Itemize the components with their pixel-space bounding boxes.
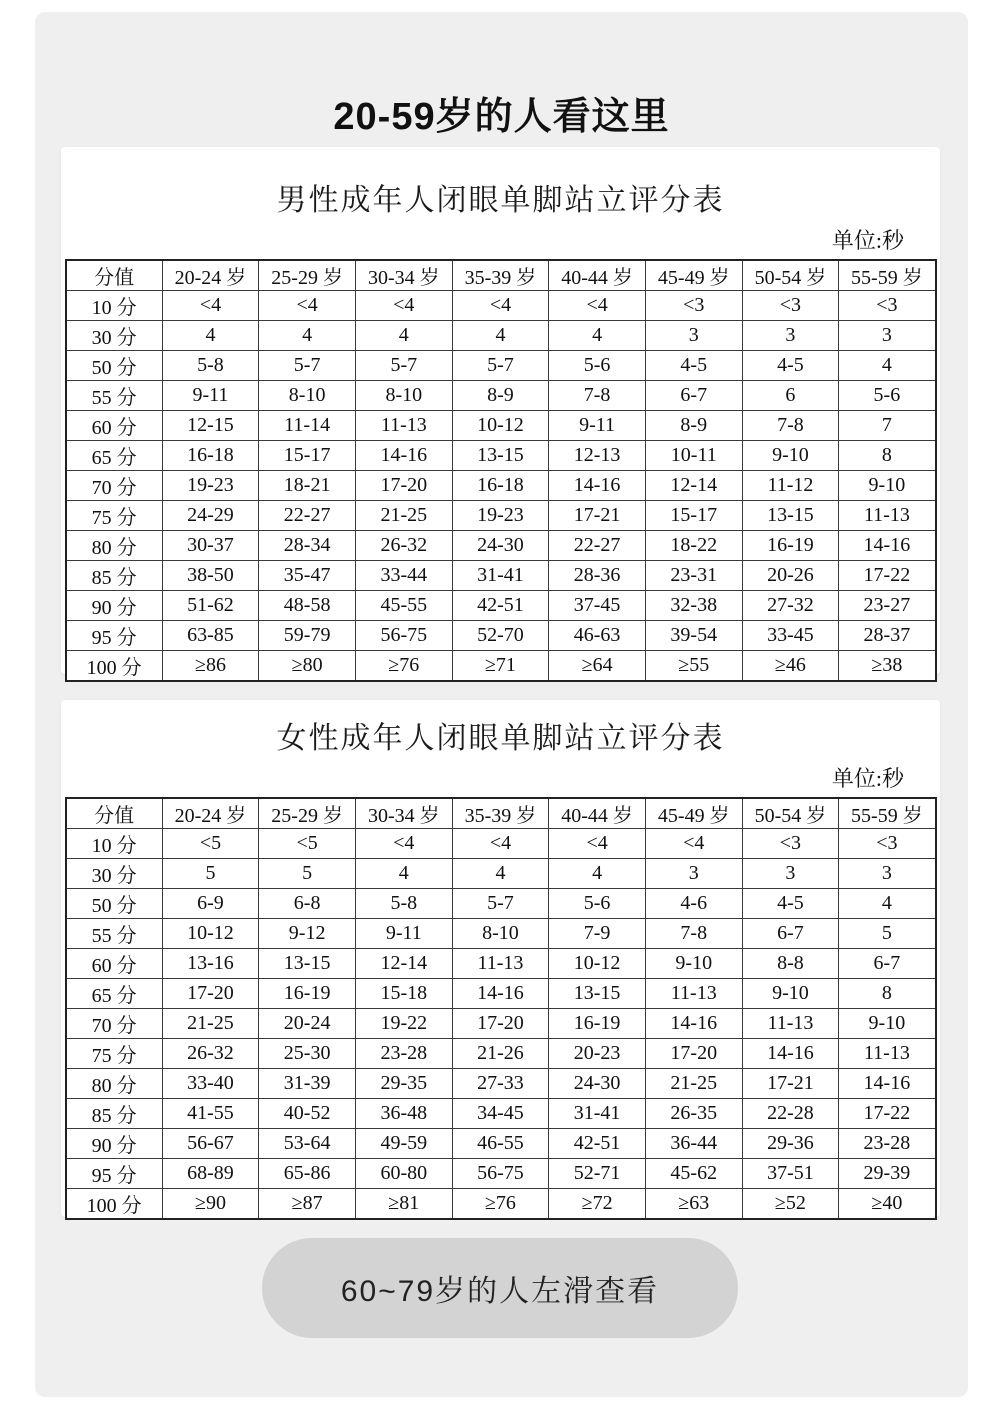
table-cell: 46-55 bbox=[452, 1129, 549, 1159]
table-cell: 13-16 bbox=[162, 949, 259, 979]
table-cell: 52-70 bbox=[452, 621, 549, 651]
table-cell: <4 bbox=[645, 829, 742, 859]
table-cell: 8-10 bbox=[355, 381, 452, 411]
table-cell: 17-20 bbox=[645, 1039, 742, 1069]
table-cell: 59-79 bbox=[259, 621, 356, 651]
table-row bbox=[66, 829, 936, 859]
table-cell: 7-8 bbox=[645, 919, 742, 949]
table-cell: 4 bbox=[355, 321, 452, 351]
table-cell: 37-45 bbox=[549, 591, 646, 621]
table-row bbox=[66, 471, 936, 501]
table-cell: <4 bbox=[355, 291, 452, 321]
table-row bbox=[66, 1009, 936, 1039]
table-cell: ≥63 bbox=[645, 1189, 742, 1220]
column-header: 45-49 岁 bbox=[645, 798, 742, 829]
table-cell: 4 bbox=[839, 351, 936, 381]
table-row bbox=[66, 1159, 936, 1189]
table-cell: 16-18 bbox=[162, 441, 259, 471]
table-cell: 5 bbox=[162, 859, 259, 889]
table-cell: 4 bbox=[355, 859, 452, 889]
table-cell: 18-21 bbox=[259, 471, 356, 501]
table-cell: 14-16 bbox=[452, 979, 549, 1009]
table-cell: 3 bbox=[742, 859, 839, 889]
table-cell: 3 bbox=[645, 859, 742, 889]
column-header: 55-59 岁 bbox=[839, 798, 936, 829]
table-cell: 8-9 bbox=[452, 381, 549, 411]
table-cell: 14-16 bbox=[549, 471, 646, 501]
row-label: 30 分 bbox=[66, 321, 163, 351]
table-cell: 29-35 bbox=[355, 1069, 452, 1099]
column-header: 40-44 岁 bbox=[549, 798, 646, 829]
table-cell: 56-67 bbox=[162, 1129, 259, 1159]
table-cell: <3 bbox=[742, 291, 839, 321]
table-cell: 22-27 bbox=[549, 531, 646, 561]
table-row bbox=[66, 979, 936, 1009]
table-cell: ≥38 bbox=[839, 651, 936, 682]
table-cell: 38-50 bbox=[162, 561, 259, 591]
table-cell: 15-17 bbox=[645, 501, 742, 531]
row-label: 30 分 bbox=[66, 859, 163, 889]
table-cell: <4 bbox=[549, 829, 646, 859]
table-cell: 31-41 bbox=[452, 561, 549, 591]
table-cell: 17-22 bbox=[839, 1099, 936, 1129]
background-panel bbox=[35, 12, 968, 1397]
row-label: 55 分 bbox=[66, 919, 163, 949]
table-cell: 3 bbox=[839, 321, 936, 351]
table-cell: 29-36 bbox=[742, 1129, 839, 1159]
table-cell: 4-5 bbox=[645, 351, 742, 381]
table-cell: 13-15 bbox=[452, 441, 549, 471]
column-header: 分值 bbox=[66, 260, 163, 291]
table-cell: 34-45 bbox=[452, 1099, 549, 1129]
table-cell: 10-12 bbox=[549, 949, 646, 979]
row-label: 80 分 bbox=[66, 1069, 163, 1099]
table-row bbox=[66, 321, 936, 351]
table-cell: 14-16 bbox=[742, 1039, 839, 1069]
table-cell: 9-11 bbox=[549, 411, 646, 441]
table-cell: 33-44 bbox=[355, 561, 452, 591]
table-cell: 6-7 bbox=[839, 949, 936, 979]
row-label: 65 分 bbox=[66, 441, 163, 471]
table-cell: 22-27 bbox=[259, 501, 356, 531]
table-cell: 11-13 bbox=[839, 1039, 936, 1069]
row-label: 10 分 bbox=[66, 829, 163, 859]
table-cell: 42-51 bbox=[549, 1129, 646, 1159]
table-cell: 5-7 bbox=[452, 889, 549, 919]
table-cell: 41-55 bbox=[162, 1099, 259, 1129]
table-cell: 5-7 bbox=[259, 351, 356, 381]
table-cell: 10-12 bbox=[452, 411, 549, 441]
table-cell: 11-12 bbox=[742, 471, 839, 501]
table-row bbox=[66, 919, 936, 949]
table-cell: 52-71 bbox=[549, 1159, 646, 1189]
table-cell: 24-30 bbox=[549, 1069, 646, 1099]
female-unit-label: 单位:秒 bbox=[831, 766, 904, 791]
table-cell: 25-30 bbox=[259, 1039, 356, 1069]
column-header: 55-59 岁 bbox=[839, 260, 936, 291]
table-row bbox=[66, 411, 936, 441]
table-cell: 19-23 bbox=[452, 501, 549, 531]
table-cell: 17-20 bbox=[162, 979, 259, 1009]
column-header: 50-54 岁 bbox=[742, 798, 839, 829]
table-cell: ≥80 bbox=[259, 651, 356, 682]
table-row bbox=[66, 591, 936, 621]
table-cell: <4 bbox=[549, 291, 646, 321]
table-cell: 7-8 bbox=[742, 411, 839, 441]
table-cell: 36-44 bbox=[645, 1129, 742, 1159]
table-cell: 21-25 bbox=[162, 1009, 259, 1039]
table-cell: 6-8 bbox=[259, 889, 356, 919]
table-cell: 5-8 bbox=[162, 351, 259, 381]
table-cell: <4 bbox=[452, 291, 549, 321]
row-label: 50 分 bbox=[66, 889, 163, 919]
column-header: 分值 bbox=[66, 798, 163, 829]
column-header: 30-34 岁 bbox=[355, 798, 452, 829]
male-unit-label: 单位:秒 bbox=[831, 228, 904, 253]
table-cell: 4 bbox=[839, 889, 936, 919]
table-cell: ≥52 bbox=[742, 1189, 839, 1220]
table-cell: 27-32 bbox=[742, 591, 839, 621]
table-cell: 11-13 bbox=[839, 501, 936, 531]
table-cell: 14-16 bbox=[355, 441, 452, 471]
table-cell: 21-26 bbox=[452, 1039, 549, 1069]
table-cell: 8-8 bbox=[742, 949, 839, 979]
table-row bbox=[66, 621, 936, 651]
table-cell: 23-31 bbox=[645, 561, 742, 591]
table-cell: 16-19 bbox=[549, 1009, 646, 1039]
table-cell: <4 bbox=[452, 829, 549, 859]
page-title: 20-59岁的人看这里 bbox=[333, 96, 670, 138]
table-cell: 35-47 bbox=[259, 561, 356, 591]
table-cell: 22-28 bbox=[742, 1099, 839, 1129]
table-cell: 17-21 bbox=[742, 1069, 839, 1099]
table-cell: 11-14 bbox=[259, 411, 356, 441]
table-cell: <4 bbox=[162, 291, 259, 321]
table-cell: 48-58 bbox=[259, 591, 356, 621]
table-cell: 5 bbox=[259, 859, 356, 889]
table-cell: 53-64 bbox=[259, 1129, 356, 1159]
table-row bbox=[66, 291, 936, 321]
table-cell: 26-35 bbox=[645, 1099, 742, 1129]
table-cell: 49-59 bbox=[355, 1129, 452, 1159]
table-cell: 5-6 bbox=[549, 351, 646, 381]
table-cell: 11-13 bbox=[742, 1009, 839, 1039]
table-row bbox=[66, 1069, 936, 1099]
table-cell: ≥55 bbox=[645, 651, 742, 682]
table-cell: 9-10 bbox=[839, 1009, 936, 1039]
table-cell: 10-11 bbox=[645, 441, 742, 471]
table-cell: 19-23 bbox=[162, 471, 259, 501]
table-cell: 6-9 bbox=[162, 889, 259, 919]
table-cell: 15-17 bbox=[259, 441, 356, 471]
table-cell: ≥86 bbox=[162, 651, 259, 682]
header-row bbox=[66, 260, 936, 291]
table-cell: 23-27 bbox=[839, 591, 936, 621]
table-cell: 21-25 bbox=[645, 1069, 742, 1099]
table-cell: 8-9 bbox=[645, 411, 742, 441]
table-cell: 12-14 bbox=[645, 471, 742, 501]
row-label: 70 分 bbox=[66, 471, 163, 501]
table-cell: 12-15 bbox=[162, 411, 259, 441]
row-label: 95 分 bbox=[66, 621, 163, 651]
table-cell: 45-55 bbox=[355, 591, 452, 621]
table-cell: <3 bbox=[742, 829, 839, 859]
column-header: 30-34 岁 bbox=[355, 260, 452, 291]
table-cell: 45-62 bbox=[645, 1159, 742, 1189]
table-cell: ≥81 bbox=[355, 1189, 452, 1220]
table-row bbox=[66, 1039, 936, 1069]
table-cell: 5-7 bbox=[452, 351, 549, 381]
table-cell: 8-10 bbox=[452, 919, 549, 949]
table-cell: ≥76 bbox=[452, 1189, 549, 1220]
table-cell: <5 bbox=[162, 829, 259, 859]
table-cell: 4 bbox=[549, 859, 646, 889]
table-cell: 40-52 bbox=[259, 1099, 356, 1129]
table-cell: 4 bbox=[452, 859, 549, 889]
table-row bbox=[66, 531, 936, 561]
table-cell: 14-16 bbox=[839, 1069, 936, 1099]
table-cell: 23-28 bbox=[839, 1129, 936, 1159]
row-label: 100 分 bbox=[66, 651, 163, 682]
table-cell: 7-8 bbox=[549, 381, 646, 411]
male-table-title: 男性成年人闭眼单脚站立评分表 bbox=[276, 184, 725, 217]
table-row bbox=[66, 441, 936, 471]
table-cell: 13-15 bbox=[742, 501, 839, 531]
table-row bbox=[66, 561, 936, 591]
column-header: 45-49 岁 bbox=[645, 260, 742, 291]
table-cell: 4-5 bbox=[742, 351, 839, 381]
swipe-hint-pill: 60~79岁的人左滑查看 bbox=[262, 1238, 738, 1338]
table-cell: 9-10 bbox=[742, 441, 839, 471]
row-label: 70 分 bbox=[66, 1009, 163, 1039]
row-label: 10 分 bbox=[66, 291, 163, 321]
column-header: 35-39 岁 bbox=[452, 798, 549, 829]
table-cell: 12-13 bbox=[549, 441, 646, 471]
row-label: 75 分 bbox=[66, 501, 163, 531]
table-cell: <4 bbox=[259, 291, 356, 321]
male-score-card bbox=[61, 147, 940, 679]
table-cell: 20-26 bbox=[742, 561, 839, 591]
table-cell: 16-19 bbox=[259, 979, 356, 1009]
table-cell: 3 bbox=[839, 859, 936, 889]
table-cell: 16-18 bbox=[452, 471, 549, 501]
row-label: 100 分 bbox=[66, 1189, 163, 1220]
table-cell: 8 bbox=[839, 441, 936, 471]
table-cell: 30-37 bbox=[162, 531, 259, 561]
column-header: 20-24 岁 bbox=[162, 260, 259, 291]
table-cell: 11-13 bbox=[355, 411, 452, 441]
row-label: 80 分 bbox=[66, 531, 163, 561]
table-cell: <3 bbox=[839, 829, 936, 859]
row-label: 60 分 bbox=[66, 949, 163, 979]
table-cell: <5 bbox=[259, 829, 356, 859]
table-cell: 5-8 bbox=[355, 889, 452, 919]
table-cell: ≥87 bbox=[259, 1189, 356, 1220]
table-cell: 14-16 bbox=[645, 1009, 742, 1039]
table-cell: <3 bbox=[645, 291, 742, 321]
table-cell: 17-22 bbox=[839, 561, 936, 591]
table-cell: 42-51 bbox=[452, 591, 549, 621]
table-cell: 12-14 bbox=[355, 949, 452, 979]
table-cell: ≥72 bbox=[549, 1189, 646, 1220]
table-row bbox=[66, 889, 936, 919]
female-table-title: 女性成年人闭眼单脚站立评分表 bbox=[276, 722, 725, 755]
table-cell: 3 bbox=[645, 321, 742, 351]
table-row bbox=[66, 1099, 936, 1129]
table-cell: 24-30 bbox=[452, 531, 549, 561]
table-cell: 4 bbox=[162, 321, 259, 351]
table-cell: 24-29 bbox=[162, 501, 259, 531]
table-cell: ≥90 bbox=[162, 1189, 259, 1220]
column-header: 25-29 岁 bbox=[259, 260, 356, 291]
table-cell: 6-7 bbox=[742, 919, 839, 949]
table-cell: 23-28 bbox=[355, 1039, 452, 1069]
table-cell: 8 bbox=[839, 979, 936, 1009]
table-cell: 6-7 bbox=[645, 381, 742, 411]
column-header: 25-29 岁 bbox=[259, 798, 356, 829]
table-cell: 28-37 bbox=[839, 621, 936, 651]
table-row bbox=[66, 859, 936, 889]
table-cell: 19-22 bbox=[355, 1009, 452, 1039]
row-label: 75 分 bbox=[66, 1039, 163, 1069]
table-cell: 10-12 bbox=[162, 919, 259, 949]
table-row bbox=[66, 1189, 936, 1220]
row-label: 55 分 bbox=[66, 381, 163, 411]
table-cell: 51-62 bbox=[162, 591, 259, 621]
row-label: 95 分 bbox=[66, 1159, 163, 1189]
table-cell: 16-19 bbox=[742, 531, 839, 561]
table-cell: 36-48 bbox=[355, 1099, 452, 1129]
table-cell: ≥76 bbox=[355, 651, 452, 682]
row-label: 90 分 bbox=[66, 591, 163, 621]
table-cell: 68-89 bbox=[162, 1159, 259, 1189]
table-cell: 6 bbox=[742, 381, 839, 411]
table-cell: 3 bbox=[742, 321, 839, 351]
table-cell: 32-38 bbox=[645, 591, 742, 621]
column-header: 50-54 岁 bbox=[742, 260, 839, 291]
row-label: 90 分 bbox=[66, 1129, 163, 1159]
table-cell: 9-12 bbox=[259, 919, 356, 949]
female-score-card bbox=[61, 700, 940, 1217]
table-cell: 20-23 bbox=[549, 1039, 646, 1069]
table-cell: 17-21 bbox=[549, 501, 646, 531]
table-cell: 28-34 bbox=[259, 531, 356, 561]
table-cell: 60-80 bbox=[355, 1159, 452, 1189]
table-cell: 5-7 bbox=[355, 351, 452, 381]
table-cell: 37-51 bbox=[742, 1159, 839, 1189]
table-cell: ≥40 bbox=[839, 1189, 936, 1220]
column-header: 20-24 岁 bbox=[162, 798, 259, 829]
table-cell: 63-85 bbox=[162, 621, 259, 651]
table-cell: 26-32 bbox=[162, 1039, 259, 1069]
table-cell: 14-16 bbox=[839, 531, 936, 561]
header-row bbox=[66, 798, 936, 829]
table-cell: 7 bbox=[839, 411, 936, 441]
table-cell: 13-15 bbox=[259, 949, 356, 979]
table-cell: 20-24 bbox=[259, 1009, 356, 1039]
column-header: 35-39 岁 bbox=[452, 260, 549, 291]
table-cell: 28-36 bbox=[549, 561, 646, 591]
table-cell: 65-86 bbox=[259, 1159, 356, 1189]
table-cell: 31-41 bbox=[549, 1099, 646, 1129]
table-cell: 4 bbox=[452, 321, 549, 351]
table-cell: 7-9 bbox=[549, 919, 646, 949]
table-cell: 33-45 bbox=[742, 621, 839, 651]
table-cell: 56-75 bbox=[452, 1159, 549, 1189]
table-cell: 5 bbox=[839, 919, 936, 949]
row-label: 85 分 bbox=[66, 1099, 163, 1129]
table-cell: 8-10 bbox=[259, 381, 356, 411]
table-row bbox=[66, 501, 936, 531]
table-cell: 9-11 bbox=[162, 381, 259, 411]
table-cell: 9-10 bbox=[839, 471, 936, 501]
table-cell: 9-10 bbox=[645, 949, 742, 979]
table-cell: 27-33 bbox=[452, 1069, 549, 1099]
table-row bbox=[66, 1129, 936, 1159]
table-cell: 11-13 bbox=[645, 979, 742, 1009]
table-row bbox=[66, 351, 936, 381]
row-label: 65 分 bbox=[66, 979, 163, 1009]
table-cell: 17-20 bbox=[355, 471, 452, 501]
table-cell: 5-6 bbox=[549, 889, 646, 919]
table-cell: 15-18 bbox=[355, 979, 452, 1009]
table-cell: 9-10 bbox=[742, 979, 839, 1009]
table-cell: 4-6 bbox=[645, 889, 742, 919]
table-row bbox=[66, 949, 936, 979]
table-cell: ≥46 bbox=[742, 651, 839, 682]
table-cell: 31-39 bbox=[259, 1069, 356, 1099]
table-row bbox=[66, 381, 936, 411]
table-cell: 29-39 bbox=[839, 1159, 936, 1189]
table-cell: 21-25 bbox=[355, 501, 452, 531]
table-row bbox=[66, 651, 936, 682]
table-cell: 11-13 bbox=[452, 949, 549, 979]
row-label: 50 分 bbox=[66, 351, 163, 381]
female-score-table bbox=[65, 797, 937, 1220]
table-cell: 56-75 bbox=[355, 621, 452, 651]
table-cell: 4-5 bbox=[742, 889, 839, 919]
table-cell: ≥64 bbox=[549, 651, 646, 682]
table-cell: 4 bbox=[259, 321, 356, 351]
column-header: 40-44 岁 bbox=[549, 260, 646, 291]
table-cell: <3 bbox=[839, 291, 936, 321]
table-cell: 39-54 bbox=[645, 621, 742, 651]
table-cell: ≥71 bbox=[452, 651, 549, 682]
row-label: 60 分 bbox=[66, 411, 163, 441]
table-cell: 17-20 bbox=[452, 1009, 549, 1039]
table-cell: 9-11 bbox=[355, 919, 452, 949]
table-cell: 26-32 bbox=[355, 531, 452, 561]
table-cell: <4 bbox=[355, 829, 452, 859]
table-cell: 46-63 bbox=[549, 621, 646, 651]
row-label: 85 分 bbox=[66, 561, 163, 591]
table-cell: 13-15 bbox=[549, 979, 646, 1009]
table-cell: 18-22 bbox=[645, 531, 742, 561]
male-score-table bbox=[65, 259, 937, 682]
table-cell: 5-6 bbox=[839, 381, 936, 411]
table-cell: 4 bbox=[549, 321, 646, 351]
table-cell: 33-40 bbox=[162, 1069, 259, 1099]
